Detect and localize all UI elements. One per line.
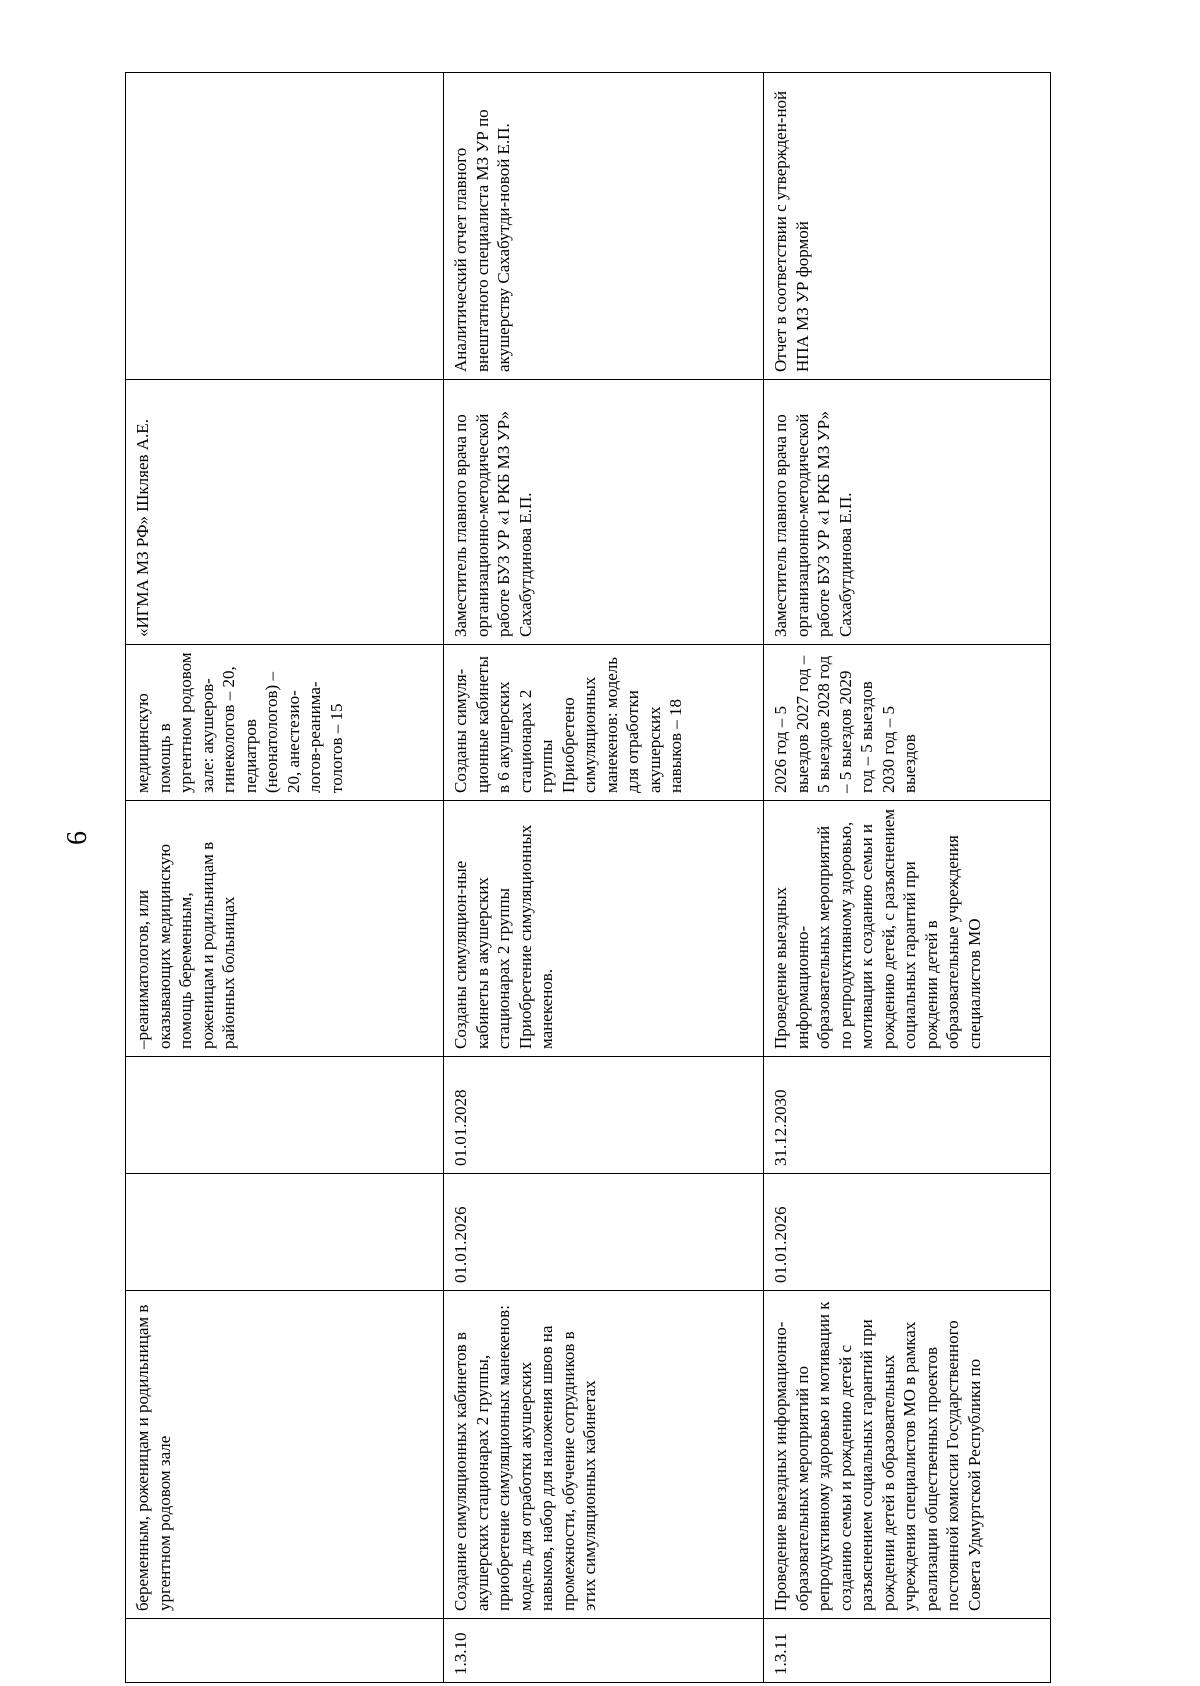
cell-indicator: 2026 год – 5 выездов 2027 год – 5 выездов 2028 год – 5 выездов 2029 год – 5 выездов 2030 год – 5 выездов xyxy=(764,645,1051,801)
cell-indicator: Созданы симуля-ционные кабинеты в 6 акушерских стационарах 2 группы Приобретено симуляционных манекенов: модель для отработки акушерских навыков – 18 xyxy=(444,645,764,801)
cell-result: Проведение выездных информационно-образовательных мероприятий по репродуктивному здоровью, мотивации к созданию семьи и рождению детей, с разъяснением социальных гарантий при рождении детей в образовательные учреждения специалистов МО xyxy=(764,801,1051,1057)
table-row xyxy=(126,73,444,1683)
cell-responsible: Заместитель главного врача по организационно-методической работе БУЗ УР «1 РКБ МЗ УР» Сахабутдинова Е.П. xyxy=(444,380,764,645)
cell-report xyxy=(126,73,444,380)
table-row xyxy=(764,73,1051,1683)
table-row xyxy=(444,73,764,1683)
cell-result: –реаниматологов, или оказывающих медицинскую помощь беременным, роженицам и родильницам в районных больницах xyxy=(126,801,444,1057)
cell-number xyxy=(126,1619,444,1683)
cell-result: Созданы симуляцион-ные кабинеты в акушерских стационарах 2 группы Приобретение симуляционных манекенов. xyxy=(444,801,764,1057)
cell-activity: Создание симуляционных кабинетов в акушерских стационарах 2 группы, приобретение симуляционных манекенов: модель для отработки акушерских навыков, набор для наложения швов на промежности, обучение сотрудников в этих симуляционных кабинетах xyxy=(444,1291,764,1619)
cell-end-date xyxy=(126,1057,444,1174)
cell-number: 1.3.10 xyxy=(444,1619,764,1683)
cell-start-date: 01.01.2026 xyxy=(444,1174,764,1291)
cell-responsible: «ИГМА МЗ РФ» Шкляев А.Е. xyxy=(126,380,444,645)
table-frame xyxy=(125,73,1050,1683)
cell-start-date: 01.01.2026 xyxy=(764,1174,1051,1291)
cell-responsible: Заместитель главного врача по организационно-методической работе БУЗ УР «1 РКБ МЗ УР» Сахабутдинова Е.П. xyxy=(764,380,1051,645)
cell-number: 1.3.11 xyxy=(764,1619,1051,1683)
cell-activity: Проведение выездных информационно-образовательных мероприятий по репродуктивному здоровью и мотивации к созданию семьи и рождению детей с разъяснением социальных гарантий при рождении детей в образовательных учреждения специалистов МО в рамках реализации общественных проектов постоянной комиссии Государственного Совета Удмуртской Республики по xyxy=(764,1291,1051,1619)
cell-report: Аналитический отчет главного внештатного специалиста МЗ УР по акушерству Сахабутди-новой Е.П. xyxy=(444,73,764,380)
cell-indicator: медицинскую помощь в ургентном родовом зале: акушеров-гинекологов – 20, педиатров (неонатологов) – 20, анестезио-логов-реанима-тологов – 15 xyxy=(126,645,444,801)
cell-report: Отчет в соответствии с утвержден-ной НПА МЗ УР формой xyxy=(764,73,1051,380)
plan-table-rotated xyxy=(125,73,1050,1683)
cell-start-date xyxy=(126,1174,444,1291)
cell-end-date: 31.12.2030 xyxy=(764,1057,1051,1174)
cell-end-date: 01.01.2028 xyxy=(444,1057,764,1174)
cell-activity: беременным, роженицам и родильницам в ургентном родовом зале xyxy=(126,1291,444,1619)
page-number: 6 xyxy=(62,831,93,845)
plan-table xyxy=(125,72,1051,1683)
